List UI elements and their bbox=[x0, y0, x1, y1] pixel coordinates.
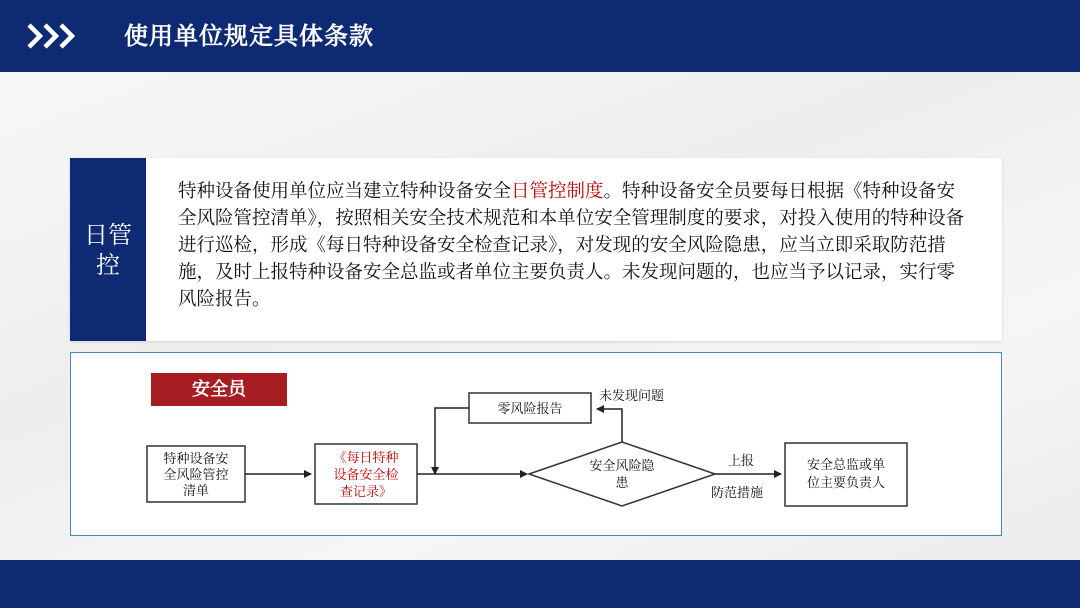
leader-box bbox=[785, 443, 907, 506]
leader-line-2: 位主要负责人 bbox=[806, 476, 886, 491]
flowchart bbox=[71, 353, 1003, 537]
record-line-2: 设备安全检 bbox=[333, 468, 399, 483]
header-bar bbox=[0, 0, 1080, 72]
checklist-line-1: 特种设备安 bbox=[163, 452, 229, 467]
checklist-line-2: 全风险管控 bbox=[163, 468, 229, 483]
clause-tab-label: 日管控 bbox=[84, 220, 132, 279]
decision-line-1: 安全风险隐 bbox=[589, 459, 655, 474]
page-title: 使用单位规定具体条款 bbox=[124, 22, 374, 50]
arrow-zero-report-to-record bbox=[435, 408, 469, 474]
report-label: 上报 bbox=[727, 454, 755, 469]
clause-text bbox=[178, 178, 970, 313]
checklist-line-3: 清单 bbox=[182, 484, 210, 499]
clause-text-before: 特种设备使用单位应当建立特种设备安全 bbox=[178, 181, 512, 202]
clause-highlight: 日管控制度 bbox=[511, 181, 604, 202]
zero-report-label: 零风险报告 bbox=[497, 402, 563, 417]
record-line-3: 查记录》 bbox=[339, 485, 393, 500]
no-issue-label: 未发现问题 bbox=[599, 389, 665, 404]
record-line-1: 《每日特种 bbox=[333, 451, 399, 466]
clause-tab bbox=[70, 158, 146, 341]
chevrons-icon bbox=[26, 20, 78, 52]
clause-card bbox=[70, 158, 1002, 341]
role-badge-label: 安全员 bbox=[192, 379, 246, 400]
measures-label: 防范措施 bbox=[710, 486, 764, 501]
footer-bar bbox=[0, 560, 1080, 608]
clause-text-after: 。特种设备安全员要每日根据《特种设备安全风险管控清单》，按照相关安全技术规范和本单位安全管理制度的要求，对投入使用的特种设备进行巡检，形成《每日特种设备安全检查记录》，对发现的安全风险隐患，应当立即采取防范措施，及时上报特种设备安全总监或者单位主要负责人。未发现问题的，也应当予以记录，实行零风险报告。 bbox=[178, 181, 965, 310]
decision-line-2: 患 bbox=[615, 476, 629, 491]
risk-decision-diamond bbox=[529, 442, 715, 506]
arrow-decision-to-zero-report bbox=[597, 409, 622, 442]
leader-line-1: 安全总监或单 bbox=[806, 458, 886, 473]
flow-card bbox=[70, 352, 1002, 536]
